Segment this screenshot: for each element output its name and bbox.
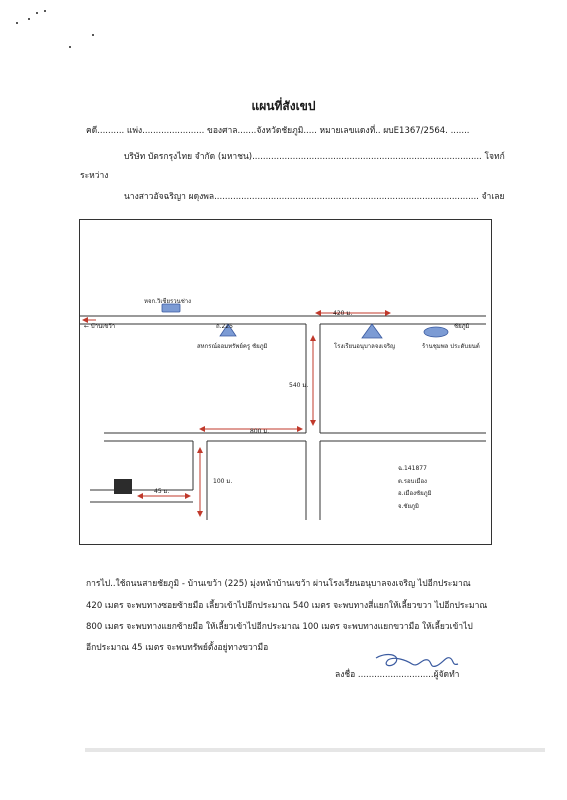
dist-540-label: 540 ม. bbox=[289, 382, 309, 389]
bank-label: หจก.วิเชียรวนช่าง bbox=[144, 298, 192, 305]
directions-line-1: การไป..ใช้ถนนสายชัยภูมิ - บ้านเขว้า (225) มุ่งหน้าบ้านเขว้า ผ่านโรงเรียนอนุบาลจงเจริญ ไปอีกประมาณ bbox=[86, 579, 471, 589]
dist-45-label: 45 ม. bbox=[154, 488, 170, 495]
school-label: โรงเรียนอนุบาลจงเจริญ bbox=[334, 343, 396, 350]
signature-line: ลงชื่อ ............................ผู้จัดทำ bbox=[335, 670, 460, 680]
coop-label: สหกรณ์ออมทรัพย์ครู ชัยภูมิ bbox=[197, 343, 268, 350]
scan-speck bbox=[36, 12, 38, 14]
shop-label: ร้านชุมพล ประดับยนต์ bbox=[422, 343, 480, 350]
property-marker bbox=[114, 479, 132, 494]
directions-line-2: 420 เมตร จะพบทางซอยซ้ายมือ เลี้ยวเข้าไปอีกประมาณ 540 เมตร จะพบทางสี่แยกให้เลี้ยวขวา ไปอีกประมาณ bbox=[86, 601, 488, 611]
addr-line-2: ต.รอบเมือง bbox=[398, 478, 427, 485]
school-marker bbox=[362, 324, 382, 338]
sketch-map bbox=[79, 219, 492, 545]
addr-line-3: อ.เมืองชัยภูมิ bbox=[398, 490, 432, 497]
document-title: แผนที่สังเขป bbox=[251, 99, 316, 113]
plaintiff-line: บริษัท บัตรกรุงไทย จำกัด (มหาชน)..................................................................................... โจทก์ bbox=[124, 152, 505, 162]
between-label: ระหว่าง bbox=[80, 171, 109, 181]
directions-line-3: 800 เมตร จะพบทางแยกซ้ายมือ ให้เลี้ยวเข้าไปอีกประมาณ 100 เมตร จะพบทางแยกขวามือ ให้เลี้ยวเข้าไป bbox=[86, 622, 473, 632]
road-code-label: ถ.225 bbox=[216, 323, 233, 330]
west-label: ← บ้านเขว้า bbox=[84, 323, 116, 330]
shop-marker bbox=[424, 327, 448, 337]
scan-edge bbox=[85, 748, 545, 752]
scan-speck bbox=[44, 10, 46, 12]
scan-speck bbox=[92, 34, 94, 36]
east-label: ชัยภูมิ bbox=[454, 323, 470, 330]
dist-420-label: 420 ม. bbox=[333, 310, 353, 317]
defendant-line: นางสาวอัจฉริญา ผดุงพล.................................................................................................. จำเลย bbox=[124, 192, 505, 202]
scan-speck bbox=[69, 46, 71, 48]
dist-100-label: 100 ม. bbox=[213, 478, 233, 485]
addr-line-1: ฉ.141877 bbox=[398, 465, 427, 472]
addr-line-4: จ.ชัยภูมิ bbox=[398, 503, 419, 510]
scan-speck bbox=[28, 18, 30, 20]
directions-line-4: อีกประมาณ 45 เมตร จะพบทรัพย์ตั้งอยู่ทางขวามือ bbox=[86, 643, 269, 653]
dist-800-label: 800 ม. bbox=[250, 428, 270, 435]
case-line: คดี.......... แพ่ง....................... ของศาล.......จังหวัดชัยภูมิ..... หมายเลขแดงที่.. ผบE1367/2564. ....... bbox=[86, 126, 470, 136]
scan-speck bbox=[16, 22, 18, 24]
